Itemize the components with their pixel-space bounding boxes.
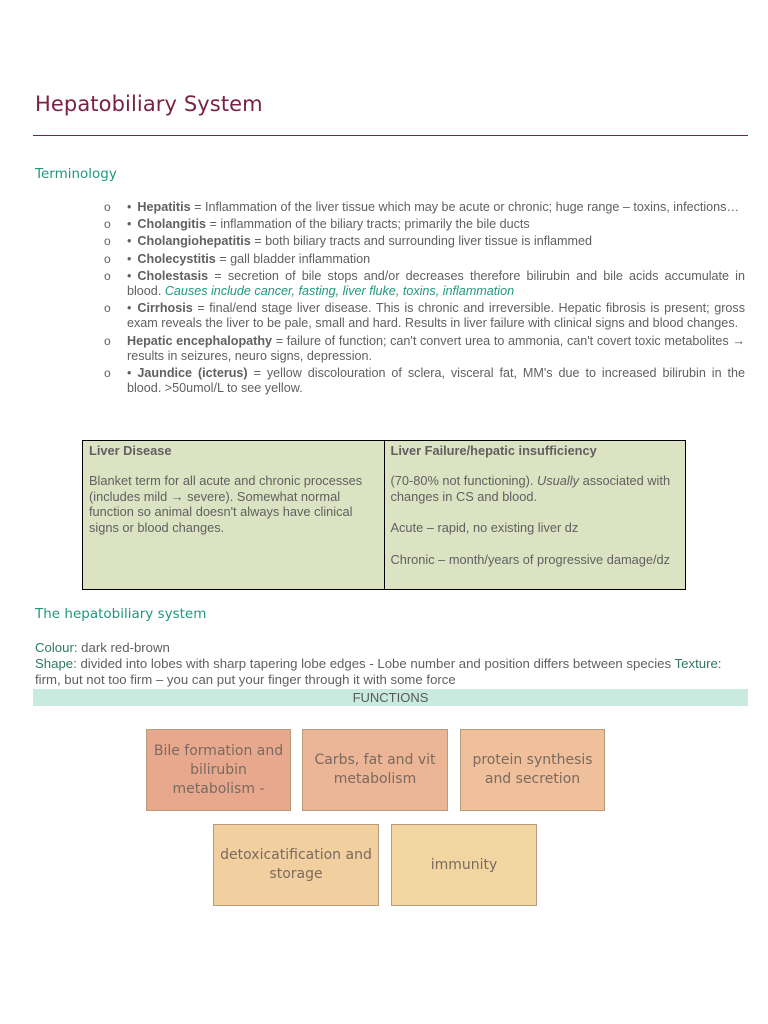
term-definition: = secretion of bile stops and/or decreases therefore bilirubin and bile acids accumulate in blood. [127, 268, 745, 299]
term-definition: = both biliary tracts and surrounding liver tissue is inflammed [250, 234, 593, 249]
shape-label: Shape [35, 656, 74, 671]
circle-bullet-icon: o [104, 301, 111, 316]
function-box-metabolism: Carbs, fat and vit metabolism [302, 729, 448, 811]
term-name: Jaundice (icterus) [137, 366, 248, 381]
term-name: Cholangiohepatitis [137, 234, 251, 249]
page-title: Hepatobiliary System [35, 92, 263, 116]
list-item [100, 200, 745, 215]
bullet-icon: • [127, 234, 132, 249]
column-heading: Liver Failure/hepatic insufficiency [390, 443, 597, 458]
function-box-bile: Bile formation and bilirubin metabolism - [146, 729, 291, 811]
colour-text: dark red-brown [77, 640, 170, 655]
cell-text: Chronic – month/years of progressive damage/dz [390, 551, 671, 567]
function-box-detox: detoxicatification and storage [213, 824, 379, 906]
bullet-icon: • [127, 366, 132, 381]
list-item [100, 234, 745, 249]
circle-bullet-icon: o [104, 366, 111, 381]
bullet-icon: • [127, 200, 132, 214]
bullet-icon: • [127, 301, 132, 316]
term-definition: = failure of function; can't convert urea to ammonia, can't covert toxic metabolites → results in seizures, neuro signs, depression. [127, 333, 745, 363]
list-item [100, 301, 745, 331]
circle-bullet-icon: o [104, 251, 111, 266]
list-item [100, 252, 745, 267]
term-definition: = final/end stage liver disease. This is chronic and irreversible. Hepatic fibrosis is present; gross exam reveals the liver to be pale, small and hard. Results in liver failure with clinical signs and blood changes. [127, 301, 745, 331]
colour-line [35, 640, 750, 656]
term-definition: = Inflammation of the liver tissue which may be acute or chronic; huge range – toxins, infections… [190, 200, 740, 214]
system-description [35, 640, 750, 688]
functions-heading: FUNCTIONS [33, 689, 748, 706]
column-heading: Liver Disease [89, 443, 172, 458]
list-item [100, 269, 745, 299]
term-definition: = inflammation of the biliary tracts; primarily the bile ducts [206, 217, 530, 232]
cell-text-part: associated with changes in CS and blood. [390, 473, 671, 504]
bullet-icon: • [127, 251, 132, 266]
term-name: Cirrhosis [137, 301, 193, 316]
cell-text [391, 473, 680, 504]
texture-text: : firm, but not too firm – you can put your finger through it with some force [35, 656, 722, 687]
circle-bullet-icon: o [104, 234, 111, 249]
bullet-icon: • [127, 268, 132, 283]
term-name: Cholecystitis [137, 251, 216, 266]
liver-disease-cell [83, 441, 385, 590]
terminology-list [100, 200, 745, 398]
bullet-icon: • [127, 217, 132, 232]
term-name: Hepatitis [137, 200, 191, 214]
function-box-protein: protein synthesis and secretion [460, 729, 605, 811]
terminology-heading: Terminology [35, 166, 117, 182]
colour-label: Colour: [35, 640, 78, 655]
disease-comparison-table [82, 440, 686, 590]
cell-text-part: (70-80% not functioning). [390, 473, 538, 489]
list-item [100, 334, 745, 364]
circle-bullet-icon: o [104, 268, 111, 283]
circle-bullet-icon: o [104, 200, 111, 214]
list-item [100, 366, 745, 396]
table-row [83, 441, 686, 590]
title-divider [33, 135, 748, 136]
circle-bullet-icon: o [104, 333, 111, 348]
cell-text: Acute – rapid, no existing liver dz [390, 520, 579, 536]
term-name: Cholestasis [137, 268, 209, 283]
term-definition: = yellow discolouration of sclera, visceral fat, MM's due to increased bilirubin in the blood. >50umol/L to see yellow. [127, 366, 746, 396]
texture-label: Texture [674, 656, 718, 671]
circle-bullet-icon: o [104, 217, 111, 232]
list-item [100, 217, 745, 232]
term-name: Cholangitis [137, 217, 206, 232]
term-note: Causes include cancer, fasting, liver fluke, toxins, inflammation [164, 284, 515, 299]
term-name: Hepatic encephalopathy [127, 333, 273, 348]
hepatobiliary-heading: The hepatobiliary system [35, 606, 207, 622]
function-box-immunity: immunity [391, 824, 537, 906]
cell-text-emphasis: Usually [537, 473, 580, 489]
shape-texture-line [35, 656, 750, 688]
liver-failure-cell [384, 441, 686, 590]
cell-text: Blanket term for all acute and chronic processes (includes mild → severe). Somewhat normal function so animal doesn't always have clinical signs or blood changes. [89, 473, 363, 535]
term-definition: = gall bladder inflammation [215, 251, 371, 266]
shape-text: : divided into lobes with sharp tapering lobe edges - Lobe number and position differs between species [73, 656, 675, 671]
